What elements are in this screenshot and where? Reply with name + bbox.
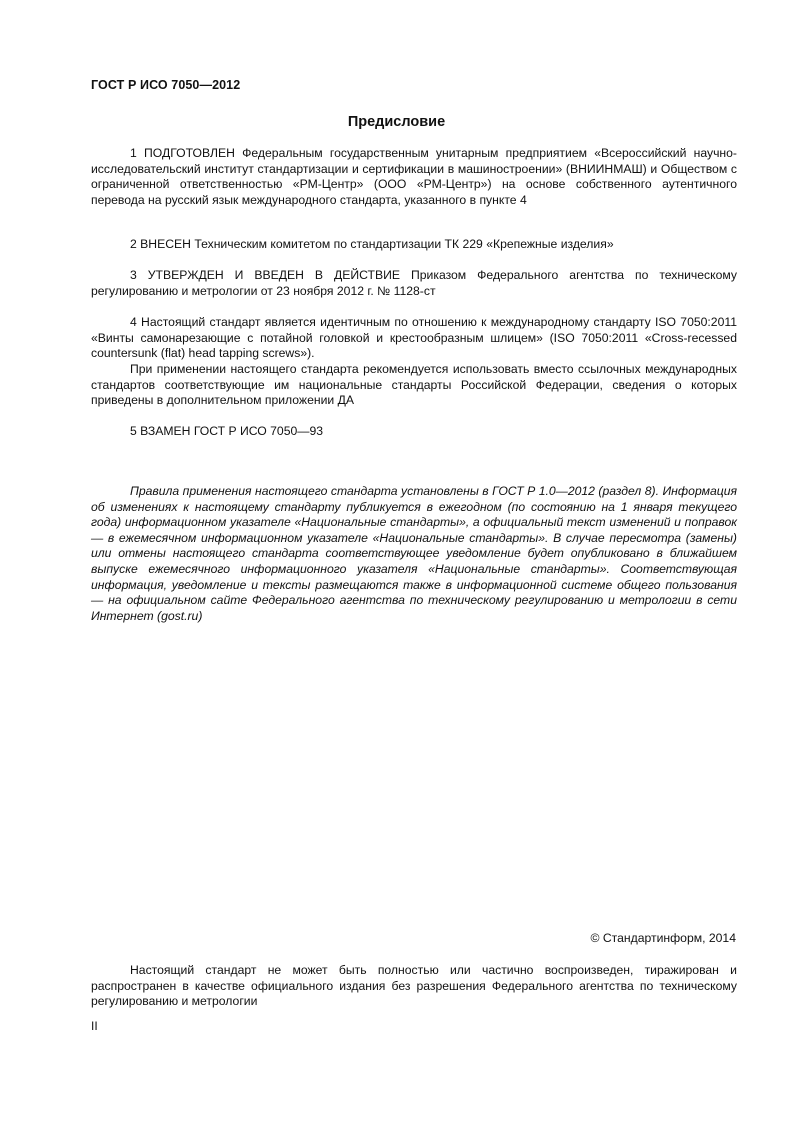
foreword-item-4-note: При применении настоящего стандарта рекомендуется использовать вместо ссылочных международных стандартов соответствующие им национальные стандарты Российской Федерации, сведения о которых приведены в дополнительном приложении ДА [91, 362, 737, 408]
foreword-item-3: 3 УТВЕРЖДЕН И ВВЕДЕН В ДЕЙСТВИЕ Приказом Федерального агентства по техническому регулированию и метрологии от 23 ноября 2012 г. № 1128-ст [91, 268, 737, 298]
document-header-code: ГОСТ Р ИСО 7050—2012 [91, 78, 241, 92]
foreword-item-5: 5 ВЗАМЕН ГОСТ Р ИСО 7050—93 [130, 424, 323, 438]
section-title: Предисловие [347, 114, 446, 130]
page-number: II [91, 1019, 98, 1033]
foreword-item-1: 1 ПОДГОТОВЛЕН Федеральным государственным унитарным предприятием «Всероссийский научно-исследовательский институт стандартизации и сертификации в машиностроении» (ВНИИНМАШ) и Обществом с ограниченной ответственностью «РМ-Центр» (ООО «РМ-Центр») на основе собственного аутентичного перевода на русский язык международного стандарта, указанного в пункте 4 [91, 146, 737, 207]
rules-notice: Правила применения настоящего стандарта установлены в ГОСТ Р 1.0—2012 (раздел 8). Информация об изменениях к настоящему стандарту публикуется в ежегодном (по состоянию на 1 января текущего года) информационном указателе «Национальные стандарты», а официальный текст изменений и поправок — в ежемесячном информационном указателе «Национальные стандарты». В случае пересмотра (замены) или отмены настоящего стандарта соответствующее уведомление будет опубликовано в ближайшем выпуске ежемесячного информационного указателя «Национальные стандарты». Соответствующая информация, уведомление и тексты размещаются также в информационной системе общего пользования — на официальном сайте Федерального агентства по техническому регулированию и метрологии в сети Интернет (gost.ru) [91, 484, 737, 623]
reproduction-notice: Настоящий стандарт не может быть полностью или частично воспроизведен, тиражирован и распространен в качестве официального издания без разрешения Федерального агентства по техническому регулированию и метрологии [91, 963, 737, 1009]
foreword-item-4: 4 Настоящий стандарт является идентичным по отношению к международному стандарту ISO 7050:2011 «Винты самонарезающие с потайной головкой и крестообразным шлицем» (ISO 7050:2011 «Cross-recessed countersunk (flat) head tapping screws»). [91, 315, 737, 361]
foreword-item-2: 2 ВНЕСЕН Техническим комитетом по стандартизации ТК 229 «Крепежные изделия» [130, 237, 614, 251]
copyright-notice: © Стандартинформ, 2014 [590, 931, 736, 945]
